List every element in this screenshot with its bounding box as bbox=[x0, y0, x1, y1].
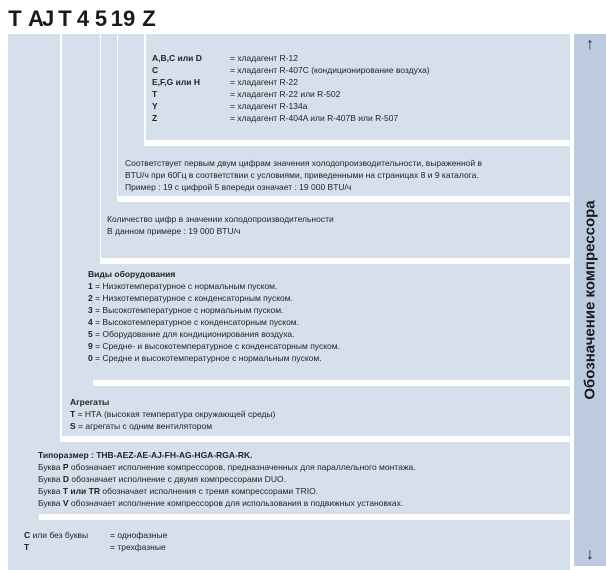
equipment-list bbox=[88, 268, 340, 364]
equipment-text: = Низкотемпературное с нормальным пуском. bbox=[92, 281, 278, 291]
equipment-text: = Оборудование для кондиционирования воздуха. bbox=[92, 329, 295, 339]
refrigerant-key: Y bbox=[152, 101, 158, 111]
refrigerant-row bbox=[152, 112, 430, 124]
code-char: A bbox=[28, 6, 44, 31]
phase-row bbox=[24, 541, 167, 553]
tab-aj bbox=[28, 34, 60, 442]
refrigerant-value: = хладагент R-404A или R-407B или R-507 bbox=[230, 113, 399, 123]
size-row bbox=[38, 497, 416, 509]
equipment-text: = Высокотемпературное с нормальным пуском. bbox=[92, 305, 284, 315]
units-row bbox=[70, 408, 275, 420]
equipment-text: = Высокотемпературное с конденсаторным пуском. bbox=[92, 317, 300, 327]
phase-value: = однофазные bbox=[110, 530, 168, 540]
code-char: J bbox=[42, 6, 55, 31]
size-pre: Буква bbox=[38, 462, 63, 472]
units-row bbox=[70, 420, 275, 432]
size-row bbox=[38, 461, 416, 473]
units-list bbox=[70, 396, 275, 432]
size-key: T или TR bbox=[62, 486, 100, 496]
refrigerant-value: = хладагент R-22 bbox=[230, 77, 298, 87]
refrigerant-row bbox=[152, 52, 430, 64]
refrigerant-key: A,B,C или D bbox=[152, 53, 202, 63]
refrigerant-value: = хладагент R-407C (кондиционирование воздуха) bbox=[230, 65, 430, 75]
code-char: 5 bbox=[94, 6, 108, 31]
size-row bbox=[38, 473, 416, 485]
size-pre: Буква bbox=[38, 474, 63, 484]
size-key: V bbox=[62, 498, 69, 508]
equipment-row bbox=[88, 328, 340, 340]
refrigerant-list bbox=[152, 52, 430, 124]
size-post: обозначает исполнение с двумя компрессорами DUO. bbox=[69, 474, 286, 484]
units-title: Агрегаты bbox=[70, 397, 110, 407]
size-row bbox=[38, 485, 416, 497]
size-post: обозначает исполнение компрессоров, предназначенных для параллельного монтажа. bbox=[68, 462, 416, 472]
size-title-value: THB-AEZ-AE-AJ-FH-AG-HGA-RGA-RK. bbox=[96, 450, 253, 460]
refrigerant-key: T bbox=[152, 89, 158, 99]
equipment-row bbox=[88, 304, 340, 316]
size-post: обозначает исполнения с тремя компрессорами TRIO. bbox=[99, 486, 319, 496]
equipment-number: 1 bbox=[88, 281, 93, 291]
refrigerant-key: E,F,G или H bbox=[152, 77, 200, 87]
refrigerant-key: Z bbox=[152, 113, 158, 123]
arrow-up-icon: ↑ bbox=[586, 36, 594, 53]
refrigerant-row bbox=[152, 64, 430, 76]
refrigerant-value: = хладагент R-22 или R-502 bbox=[230, 89, 341, 99]
equipment-title: Виды оборудования bbox=[88, 269, 176, 279]
size-key: P bbox=[62, 462, 69, 472]
equipment-number: 5 bbox=[88, 329, 93, 339]
refrigerant-value: = хладагент R-12 bbox=[230, 53, 298, 63]
code-char: 4 bbox=[76, 6, 90, 31]
tab-19 bbox=[118, 34, 144, 146]
equipment-number: 0 bbox=[88, 353, 93, 363]
equipment-number: 9 bbox=[88, 341, 93, 351]
tab-4 bbox=[80, 34, 100, 264]
phase-key-cell bbox=[24, 529, 110, 541]
code-char: Z bbox=[142, 6, 156, 31]
capacity-line: BTU/ч при 60Гц в соответствии с условиями, приведенными на страницах 8 и 9 каталога. bbox=[125, 170, 479, 180]
size-list bbox=[38, 449, 416, 509]
equipment-number: 2 bbox=[88, 293, 93, 303]
equipment-text: = Низкотемпературное с конденсаторным пуском. bbox=[92, 293, 293, 303]
phase-value: = трехфазные bbox=[110, 542, 166, 552]
refrigerant-row bbox=[152, 76, 430, 88]
refrigerant-row bbox=[152, 100, 430, 112]
digit-count-example: В данном примере : 19 000 BTU/ч bbox=[107, 226, 241, 236]
units-text: = НТА (высокая температура окружающей среды) bbox=[75, 409, 276, 419]
refrigerant-key: C bbox=[152, 65, 159, 75]
phase-key: C bbox=[24, 530, 31, 540]
size-title bbox=[38, 449, 416, 461]
equipment-row bbox=[88, 292, 340, 304]
equipment-row bbox=[88, 340, 340, 352]
compressor-code bbox=[8, 2, 156, 32]
arrow-down-icon: ↓ bbox=[586, 546, 594, 563]
size-post: обозначает исполнение компрессоров для использования в подвижных установках. bbox=[68, 498, 404, 508]
size-title-label: Типоразмер : bbox=[38, 450, 97, 460]
equipment-row bbox=[88, 352, 340, 364]
code-char: 19 bbox=[110, 6, 136, 31]
phase-row bbox=[24, 529, 167, 541]
equipment-row bbox=[88, 316, 340, 328]
equipment-number: 4 bbox=[88, 317, 93, 327]
size-pre: Буква bbox=[38, 486, 63, 496]
phase-key: T bbox=[24, 542, 30, 552]
code-char: T bbox=[58, 6, 72, 31]
size-pre: Буква bbox=[38, 498, 63, 508]
phase-key-cell bbox=[24, 541, 110, 553]
equipment-text: = Средне и высокотемпературное с нормальным пуском. bbox=[92, 353, 322, 363]
digit-count-line: Количество цифр в значении холодопроизводительности bbox=[107, 214, 334, 224]
units-text: = агрегаты с одним вентилятором bbox=[75, 421, 213, 431]
tab-5 bbox=[101, 34, 117, 202]
side-title-bar bbox=[574, 34, 606, 566]
equipment-number: 3 bbox=[88, 305, 93, 315]
phase-key-suffix: или без буквы bbox=[30, 530, 89, 540]
refrigerant-row bbox=[152, 88, 430, 100]
capacity-description bbox=[125, 157, 482, 193]
units-key: S bbox=[70, 421, 76, 431]
refrigerant-value: = хладагент R-134a bbox=[230, 101, 308, 111]
capacity-line: Соответствует первым двум цифрам значения холодопроизводительности, выраженной в bbox=[125, 158, 483, 168]
phase-list bbox=[24, 529, 167, 553]
digit-count-description bbox=[107, 213, 334, 237]
side-title: Обозначение компрессора bbox=[581, 200, 599, 400]
units-key: T bbox=[70, 409, 76, 419]
size-key: D bbox=[62, 474, 70, 484]
equipment-text: = Средне- и высокотемпературное с конденсаторным пуском. bbox=[92, 341, 340, 351]
code-char: T bbox=[8, 6, 22, 31]
equipment-row bbox=[88, 280, 340, 292]
capacity-example: Пример : 19 с цифрой 5 впереди означает : 19 000 BTU/ч bbox=[125, 182, 352, 192]
